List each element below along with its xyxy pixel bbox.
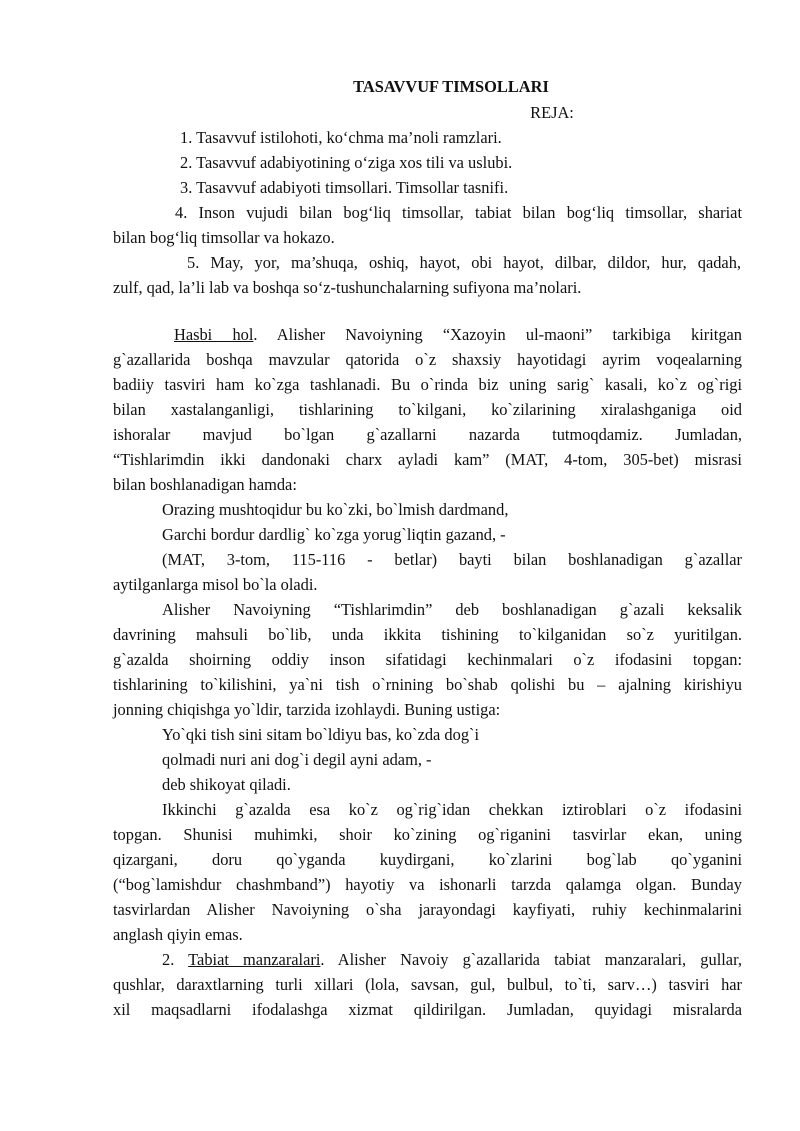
plan-item-2: 2. Tasavvuf adabiyotining o‘ziga xos tili va uslubi. (180, 153, 513, 172)
plan-item-5-cont: zulf, qad, la’li lab va boshqa so‘z-tushunchalarning sufiyona ma’nolari. (113, 278, 582, 297)
plan-item-4: 4. Inson vujudi bilan bog‘liq timsollar, tabiat bilan bog‘liq timsollar, shariat (175, 203, 742, 222)
paragraph-4-line-5: tasvirlardan Alisher Navoiyning o`sha jarayondagi kayfiyati, ruhiy kechinmalarini (113, 900, 742, 919)
plan-item-4-cont: bilan bog‘liq timsollar va hokazo. (113, 228, 335, 247)
plan-item-3: 3. Tasavvuf adabiyoti timsollari. Timsollar tasnifi. (180, 178, 509, 197)
paragraph-1-line-6: “Tishlarimdin ikki dandonaki charx ayladi kam” (MAT, 4-tom, 305-bet) misrasi (113, 450, 742, 469)
paragraph-1-line-7: bilan boshlanadigan hamda: (113, 475, 297, 494)
paragraph-1-line-4: bilan xastalanganligi, tishlarining to`kilgani, ko`zilarining xiralashganiga oid (113, 400, 742, 419)
paragraph-3-line-4: tishlarining to`kilishini, ya`ni tish o`rnining bo`shab qolishi bu – ajalning kirishiyu (113, 675, 742, 694)
verse-1-line-2: Garchi bordur dardlig` ko`zga yorug`liqtin gazand, - (162, 525, 506, 544)
paragraph-1-line-5: ishoralar mavjud bo`lgan g`azallarni nazarda tutmoqdamiz. Jumladan, (113, 425, 742, 444)
paragraph-text: . Alisher Navoiyning “Xazoyin ul-maoni” tarkibiga kiritgan (253, 325, 742, 344)
verse-2-line-3: deb shikoyat qiladi. (162, 775, 291, 794)
paragraph-4-line-4: (“bog`lamishdur chashmband”) hayotiy va ishonarli tarzda qalamga olgan. Bunday (113, 875, 742, 894)
paragraph-1-line-1 (174, 325, 742, 345)
paragraph-2-line-1: (MAT, 3-tom, 115-116 - betlar) bayti bilan boshlanadigan g`azallar (162, 550, 742, 569)
plan-item-5: 5. May, yor, ma’shuqa, oshiq, hayot, obi hayot, dilbar, dildor, hur, qadah, (187, 253, 741, 272)
paragraph-1-line-3: badiiy tasviri ham ko`zga tashlanadi. Bu o`rinda biz uning sarig` kasali, ko`z og`rigi (113, 375, 742, 394)
paragraph-3-line-1: Alisher Navoiyning “Tishlarimdin” deb boshlanadigan g`azali keksalik (162, 600, 742, 619)
verse-1-line-1: Orazing mushtoqidur bu ko`zki, bo`lmish dardmand, (162, 500, 509, 519)
paragraph-1-line-2: g`azallarida boshqa mavzular qatorida o`z shaxsiy hayotidagi ayrim voqealarning (113, 350, 742, 369)
section-label-hasbi-hol: Hasbi hol (174, 325, 254, 344)
paragraph-5-line-3: xil maqsadlarni ifodalashga xizmat qildirilgan. Jumladan, quyidagi misralarda (113, 1000, 742, 1019)
paragraph-5-line-2: qushlar, daraxtlarning turli xillari (lola, savsan, gul, bulbul, to`ti, sarv…) tasviri har (113, 975, 742, 994)
paragraph-2-line-2: aytilganlarga misol bo`la oladi. (113, 575, 318, 594)
verse-2-line-2: qolmadi nuri ani dog`i degil ayni adam, - (162, 750, 432, 769)
document-title: TASAVVUF TIMSOLLARI (353, 77, 549, 96)
paragraph-4-line-1: Ikkinchi g`azalda esa ko`z og`rig`idan chekkan iztiroblari o`z ifodasini (162, 800, 742, 819)
paragraph-5-line-1 (162, 950, 742, 970)
paragraph-4-line-6: anglash qiyin emas. (113, 925, 243, 944)
paragraph-text: . Alisher Navoiy g`azallarida tabiat manzaralari, gullar, (320, 950, 742, 969)
paragraph-4-line-3: qizargani, doru qo`yganda kuydirgani, ko`zlarini bog`lab qo`yganini (113, 850, 742, 869)
verse-2-line-1: Yo`qki tish sini sitam bo`ldiyu bas, ko`zda dog`i (162, 725, 480, 744)
plan-item-1: 1. Tasavvuf istilohoti, ko‘chma ma’noli ramzlari. (180, 128, 502, 147)
section-label-tabiat-manzaralari: Tabiat manzaralari (188, 950, 321, 969)
paragraph-4-line-2: topgan. Shunisi muhimki, shoir ko`zining og`riganini tasvirlar ekan, uning (113, 825, 742, 844)
paragraph-3-line-5: jonning chiqishga yo`ldir, tarzida izohlaydi. Buning ustiga: (113, 700, 501, 719)
paragraph-3-line-2: davrining mahsuli bo`lib, unda ikkita tishining to`kilganidan so`z yuritilgan. (113, 625, 742, 644)
paragraph-3-line-3: g`azalda shoirning oddiy inson sifatidagi kechinmalari o`z ifodasini topgan: (113, 650, 742, 669)
section-number: 2. (162, 950, 189, 969)
plan-heading: REJA: (530, 103, 574, 122)
